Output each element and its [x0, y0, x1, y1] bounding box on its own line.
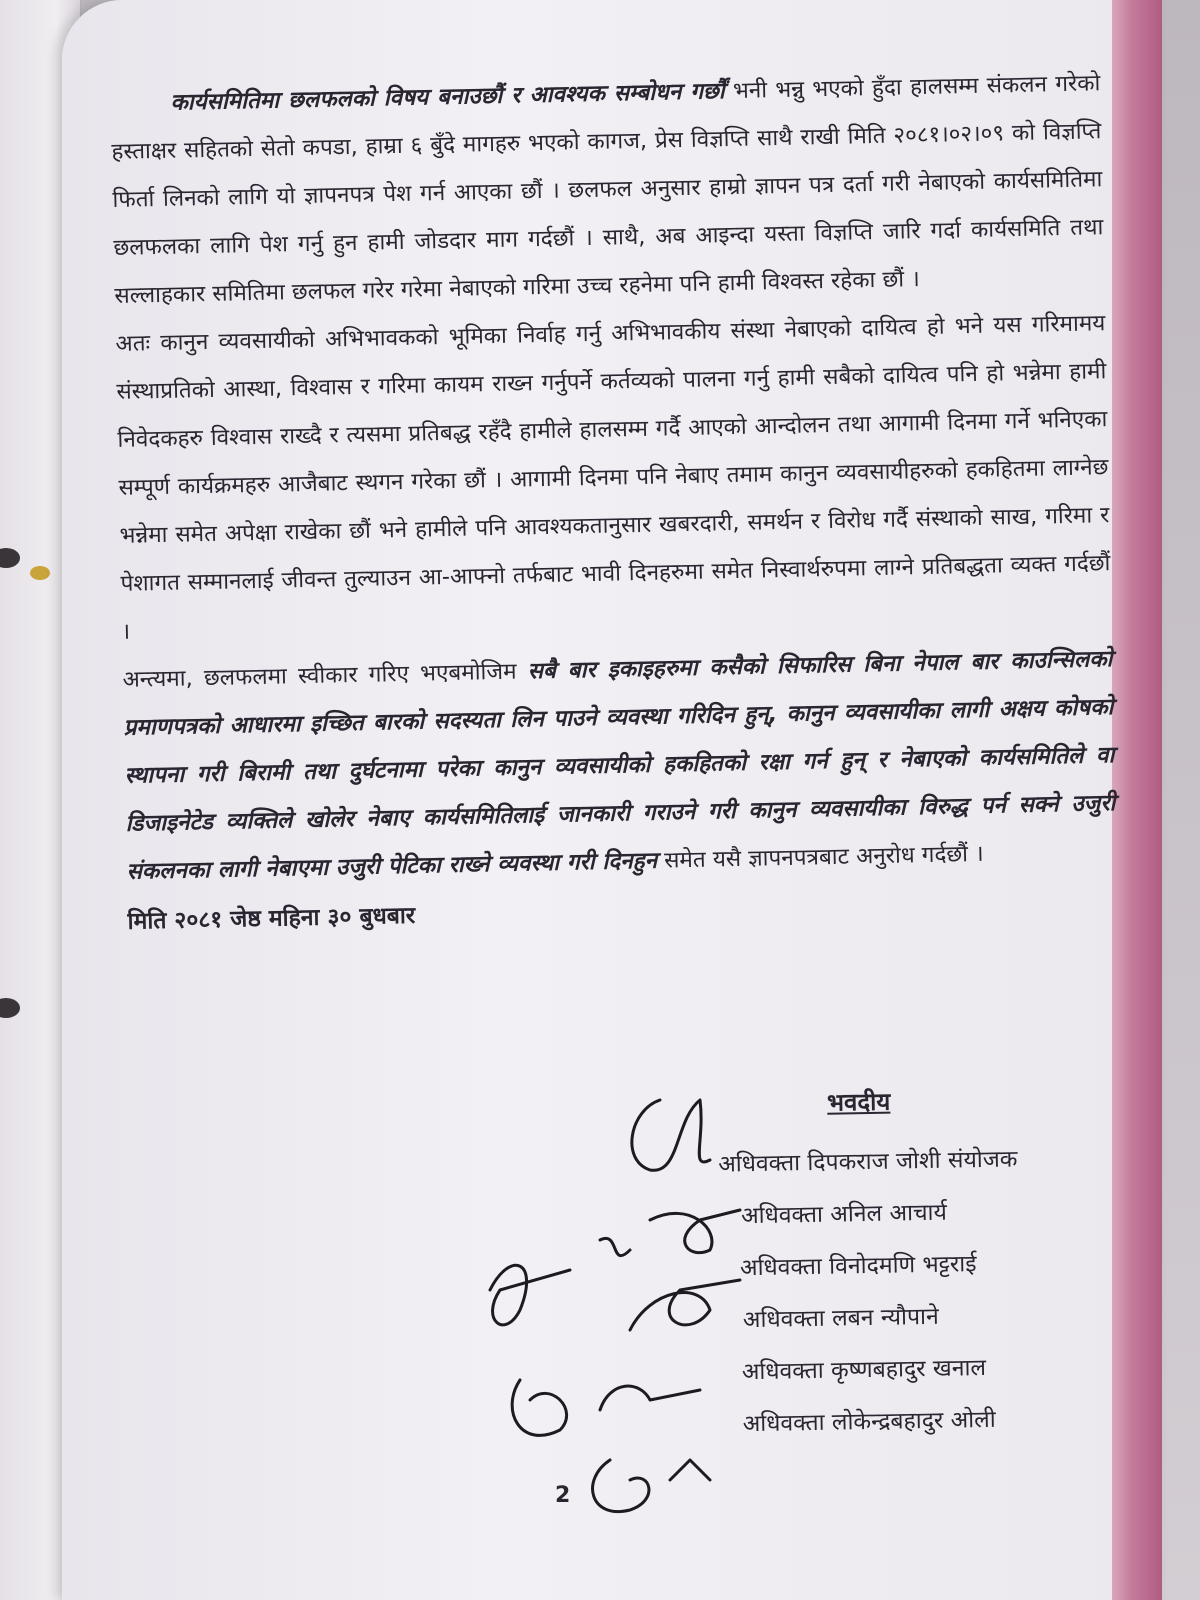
- emphasis-text: कार्यसमितिमा छलफलको विषय बनाउछौं र आवश्यक सम्बोधन गर्छौं: [170, 78, 725, 116]
- paragraph-text: भनी भन्नु भएको हुँदा हालसम्म संकलन गरेको हस्ताक्षर सहितको सेतो कपडा, हाम्रा ६ बुँदे मागहरु भएको कागज, प्रेस विज्ञप्ति साथै राखी मिति २०८१।०२।०९ को विज्ञप्ति फिर्ता लिनको लागि यो ज्ञापनपत्र पेश गर्न आएका छौं । छलफल अनुसार हाम्रो ज्ञापन पत्र दर्ता गरी नेबाएको कार्यसमितिमा छलफलका लागि पेश गर्नु हुन हामी जोडदार माग गर्दछौं । साथै, अब आइन्दा यस्ता विज्ञप्ति जारि गर्दा कार्यसमिति तथा सल्लाहकार समितिमा छलफल गरेर गरेमा नेबाएको गरिमा उच्च रहनेमा पनि हामी विश्वस्त रहेका छौं ।: [111, 70, 1104, 309]
- paragraph-1: [110, 59, 1105, 320]
- paragraph-3: [122, 635, 1117, 896]
- date-line: मिति २०८१ जेष्ठ महिना ३० बुधबार: [127, 902, 416, 935]
- binder-ring: [0, 998, 20, 1018]
- signer-name: अधिवक्ता अनिल आचार्य: [740, 1199, 948, 1230]
- binder-ring: [0, 548, 20, 568]
- signer-name: अधिवक्ता कृष्णबहादुर खनाल: [741, 1354, 987, 1386]
- letter-body: [110, 59, 1118, 946]
- closing-block: [717, 1082, 1023, 1450]
- signer-name: अधिवक्ता दिपकराज जोशी संयोजक: [717, 1146, 1018, 1178]
- signer-name: अधिवक्ता लोकेन्द्रबहादुर ओली: [742, 1406, 996, 1438]
- paragraph-text: समेत यसै ज्ञापनपत्रबाट अनुरोध गर्दछौं ।: [656, 840, 984, 874]
- emphasis-text: सबै बार इकाइहरुमा कसैको सिफारिस बिना नेपाल बार काउन्सिलको प्रमाणपत्रको आधारमा इच्छित बारको सदस्यता लिन पाउने व्यवस्था गरिदिन हुन्, कानुन व्यवसायीका लागी अक्षय कोषको स्थापना गरी बिरामी तथा दुर्घटनामा परेका कानुन व्यवसायीको हकहितको रक्षा गर्न हुन् र नेबाएको कार्यसमितिले वा डिजाइनेटेड व्यक्तिले खोलेर नेबाए कार्यसमितिलाई जानकारी गराउने गरी कानुन व्यवसायीका विरुद्ध पर्न सक्ने उजुरी संकलनका लागी नेबाएमा उजुरी पेटिका राख्ने व्यवस्था गरी दिनहुन: [123, 646, 1116, 885]
- page-number: 2: [555, 1483, 571, 1508]
- page-edge: [1112, 0, 1162, 1600]
- paragraph-2: [115, 299, 1112, 656]
- paragraph-text: अतः कानुन व्यवसायीको अभिभावकको भूमिका निर्वाह गर्नु अभिभावकीय संस्था नेबाएको दायित्व हो भने यस गरिमामय संस्थाप्रतिको आस्था, विश्वास र गरिमा कायम राख्न गर्नुपर्ने कर्तव्यको पालना गर्नु हामी सबैको दायित्व पनि हो भन्नेमा हामी निवेदकहरु विश्वास राख्दै र त्यसमा प्रतिबद्ध रहँदै हामीले हालसम्म गर्दै आएको आन्दोलन तथा आगामी दिनमा गर्ने भनिएका सम्पूर्ण कार्यक्रमहरु आजैबाट स्थगन गरेका छौं । आगामी दिनमा पनि नेबाए तमाम कानुन व्यवसायीहरुको हकहितमा लाग्नेछ भन्नेमा समेत अपेक्षा राखेका छौं भने हामीले पनि आवश्यकतानुसार खबरदारी, समर्थन र विरोध गर्दै संस्थाको साख, गरिमा र पेशागत सम्मानलाई जीवन्त तुल्याउन आ-आफ्नो तर्फबाट भावी दिनहरुमा समेत निस्वार्थरुपमा लाग्ने प्रतिबद्धता व्यक्त गर्दछौं ।: [115, 310, 1111, 645]
- closing-salutation: भवदीय: [826, 1087, 891, 1117]
- signer-name: अधिवक्ता लबन न्यौपाने: [742, 1303, 939, 1334]
- signer-name: अधिवक्ता विनोदमणि भट्टराई: [739, 1251, 977, 1282]
- paragraph-lead: अन्त्यमा, छलफलमा स्वीकार गरिए भएबमोजिम: [122, 658, 529, 693]
- binder-clip: [30, 566, 50, 580]
